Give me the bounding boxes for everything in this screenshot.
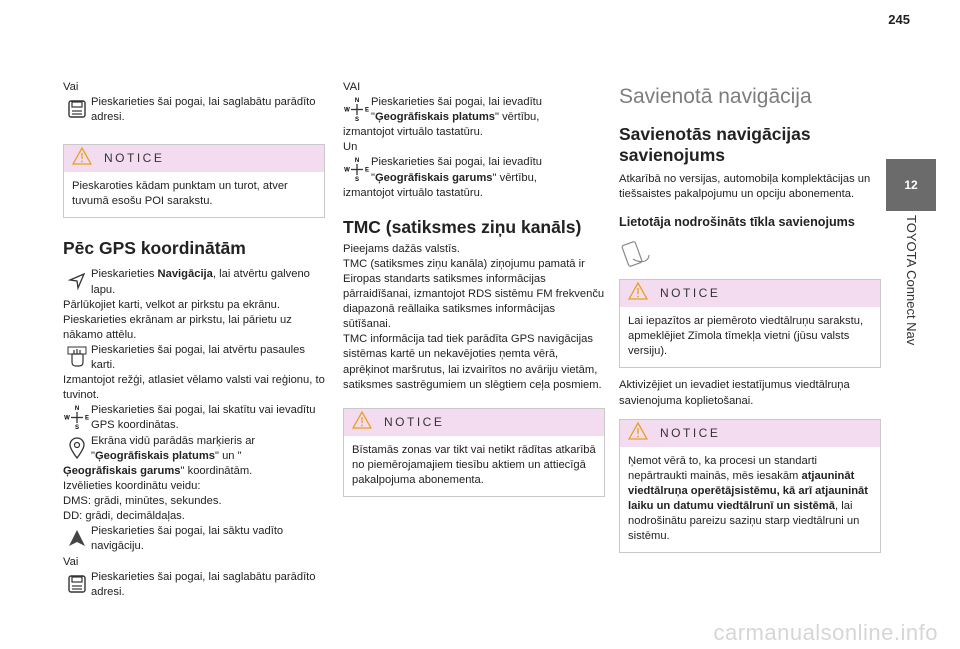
- notice-box: [619, 279, 881, 368]
- column-right: [619, 80, 881, 553]
- warning-triangle-icon: [628, 422, 648, 445]
- marker-text-mid: " un ": [214, 449, 242, 462]
- paragraph: Izvēlieties koordinātu veidu:: [63, 479, 201, 492]
- paragraph: Pieejams dažās valstīs.: [343, 242, 460, 255]
- chapter-tab[interactable]: 12: [886, 159, 936, 211]
- warning-triangle-icon: [352, 411, 372, 434]
- svg-text:S: S: [354, 177, 360, 183]
- start-guidance-instruction: [63, 524, 325, 554]
- marker-text-longitude: Ģeogrāfiskais garums: [63, 464, 181, 477]
- notice-header: [620, 280, 880, 307]
- notice-box: [619, 419, 881, 554]
- notice-text-post: , lai nodrošinātu pareizu saziņu starp viedtālruni un sistēmu.: [628, 499, 860, 543]
- notice-box: [63, 144, 325, 218]
- svg-text:E: E: [84, 415, 90, 422]
- section-heading: TMC (satiksmes ziņu kanāls): [343, 216, 582, 237]
- notice-text: [620, 447, 880, 553]
- svg-text:E: E: [364, 167, 370, 174]
- marker-instruction: [63, 434, 325, 464]
- world-map-instruction: [63, 343, 325, 373]
- warning-triangle-icon: [628, 282, 648, 305]
- chapter-label: [886, 215, 936, 415]
- paragraph: DMS: grādi, minūtes, sekundes.: [63, 494, 222, 507]
- paragraph: Pieskarieties ekrānam ar pirkstu, lai pārietu uz nākamo attēlu.: [63, 313, 292, 341]
- notice-header: [64, 145, 324, 172]
- notice-text: Bīstamās zonas var tikt vai netikt rādītas atkarībā no piemērojamajiem tiesību aktiem un attiecīgā pakalpojuma abonementa.: [352, 443, 596, 486]
- or-label: Vai: [63, 81, 79, 93]
- paragraph: TMC (satiksmes ziņu kanāla) ziņojumu pamatā ir Eiropas standarts satiksmes informācijas pārraidīšanai, izmantojot RDS sistēmu FM frekvenču diapazonā reāllaika satiksmes informācijas sūtīšanai.: [343, 257, 605, 331]
- latitude-text-pre: Pieskarieties šai pogai, lai ievadītu ": [371, 96, 543, 124]
- notice-text-pre: Ņemot vērā to, ka procesi un standarti nepārtraukti mainās, mēs iesakām: [628, 454, 818, 482]
- svg-text:N: N: [74, 406, 80, 413]
- save-disk-icon: [63, 570, 91, 598]
- svg-text:N: N: [354, 98, 360, 105]
- phone-icon: [619, 239, 881, 273]
- svg-text:E: E: [364, 107, 370, 114]
- notice-header: [344, 409, 604, 436]
- paragraph: Atkarībā no versijas, automobiļa komplektācijas un tiešsaistes pakalpojumu un opciju abonementa.: [619, 173, 871, 201]
- svg-text:W: W: [64, 415, 70, 422]
- chapter-title: Savienotā navigācija: [619, 85, 812, 108]
- longitude-text-pre: Pieskarieties šai pogai, lai ievadītu ": [371, 156, 543, 184]
- page-number: 245: [888, 12, 910, 27]
- compass-rose-icon: [343, 95, 371, 123]
- notice-text-bold: atjaunināt viedtālruņa operētājsistēmu, kā arī atjaunināt laiku un datumu viedtālrunī un sistēmā: [628, 469, 868, 512]
- marker-text-post: " koordinātām.: [180, 464, 253, 477]
- paragraph: izmantojot virtuālo tastatūru.: [343, 126, 483, 139]
- navigation-instruction: [63, 267, 325, 297]
- paragraph: Aktivizējiet un ievadiet iestatījumus viedtālruņa savienojuma koplietošanai.: [619, 379, 850, 407]
- marker-text-latitude: Ģeogrāfiskais platums: [94, 449, 215, 462]
- paragraph: DD: grādi, decimāldaļas.: [63, 509, 185, 522]
- compass-rose-icon: [343, 155, 371, 183]
- navigation-arrow-icon: [63, 524, 91, 552]
- svg-text:W: W: [344, 107, 350, 114]
- svg-text:S: S: [74, 425, 80, 431]
- paragraph: Izmantojot režģi, atlasiet vēlamo valsti vai reģionu, to tuvinot.: [63, 374, 325, 402]
- gps-coordinates-instruction: [63, 403, 325, 433]
- notice-title: NOTICE: [104, 151, 165, 166]
- nav-text-post: , lai atvērtu galveno lapu.: [91, 268, 310, 296]
- compass-rose-icon: [63, 403, 91, 431]
- section-heading: Savienotās navigācijas savienojums: [619, 124, 811, 165]
- or-label: Vai: [63, 556, 79, 569]
- svg-text:W: W: [344, 167, 350, 174]
- save-address-text: Pieskarieties šai pogai, lai saglabātu parādīto adresi.: [91, 571, 316, 599]
- warning-triangle-icon: [72, 147, 92, 170]
- latitude-instruction: [343, 95, 605, 125]
- notice-title: NOTICE: [660, 286, 721, 301]
- latitude-text-post: " vērtību,: [494, 111, 540, 124]
- longitude-instruction: [343, 155, 605, 185]
- and-label: Un: [343, 141, 358, 154]
- notice-text: Lai iepazītos ar piemēroto viedtālruņu sarakstu, apmeklējiet Zīmola tīmekļa vietni (jūsu valsts versiju).: [628, 315, 864, 358]
- save-disk-icon: [63, 95, 91, 123]
- nav-text-pre: Pieskarieties: [91, 268, 158, 281]
- section-heading: Pēc GPS koordinātām: [63, 238, 246, 259]
- gps-coordinates-text: Pieskarieties šai pogai, lai skatītu vai ievadītu GPS koordinātas.: [91, 404, 316, 432]
- column-middle: [343, 80, 605, 497]
- start-guidance-text: Pieskarieties šai pogai, lai sāktu vadīto navigāciju.: [91, 525, 284, 553]
- navigation-arrow-icon: [63, 267, 91, 295]
- save-address-text: Pieskarieties šai pogai, lai saglabātu parādīto adresi.: [91, 96, 316, 124]
- chapter-sidebar: [886, 0, 960, 649]
- paragraph: Pārlūkojiet karti, velkot ar pirkstu pa ekrānu.: [63, 298, 281, 311]
- svg-text:N: N: [354, 158, 360, 165]
- or-label: VAI: [343, 81, 361, 93]
- chapter-section-name: TOYOTA Connect Nav: [904, 215, 919, 346]
- longitude-text-post: " vērtību,: [492, 171, 537, 184]
- world-map-text: Pieskarieties šai pogai, lai atvērtu pasaules karti.: [91, 343, 305, 372]
- marker-text-pre: Ekrāna vidū parādās marķieris ar ": [91, 434, 256, 462]
- svg-text:S: S: [354, 117, 360, 123]
- notice-title: NOTICE: [660, 425, 721, 440]
- save-address-instruction: [63, 95, 325, 125]
- hand-icon: [63, 343, 91, 371]
- map-pin-icon: [63, 434, 91, 462]
- save-address-instruction: [63, 570, 325, 600]
- paragraph: izmantojot virtuālo tastatūru.: [343, 186, 483, 199]
- nav-text-bold: Navigācija: [157, 268, 213, 281]
- latitude-text-bold: Ģeogrāfiskais platums: [374, 111, 495, 124]
- subsection-heading: Lietotāja nodrošināts tīkla savienojums: [619, 215, 855, 230]
- notice-header: [620, 420, 880, 447]
- longitude-text-bold: Ģeogrāfiskais garums: [374, 171, 493, 184]
- column-left: [63, 80, 325, 601]
- paragraph: TMC informācija tad tiek parādīta GPS navigācijas sistēmas kartē un nekavējoties ņemta vērā, aprēķinot maršrutus, lai izvairītos no avāriju vietām, satiksmes sastrēgumiem un slēgtiem ceļa posmiem.: [343, 333, 602, 391]
- watermark: carmanualsonline.info: [713, 620, 938, 645]
- notice-box: [343, 408, 605, 497]
- notice-text: Pieskaroties kādam punktam un turot, atver tuvumā esošu POI sarakstu.: [72, 180, 288, 208]
- notice-title: NOTICE: [384, 414, 445, 429]
